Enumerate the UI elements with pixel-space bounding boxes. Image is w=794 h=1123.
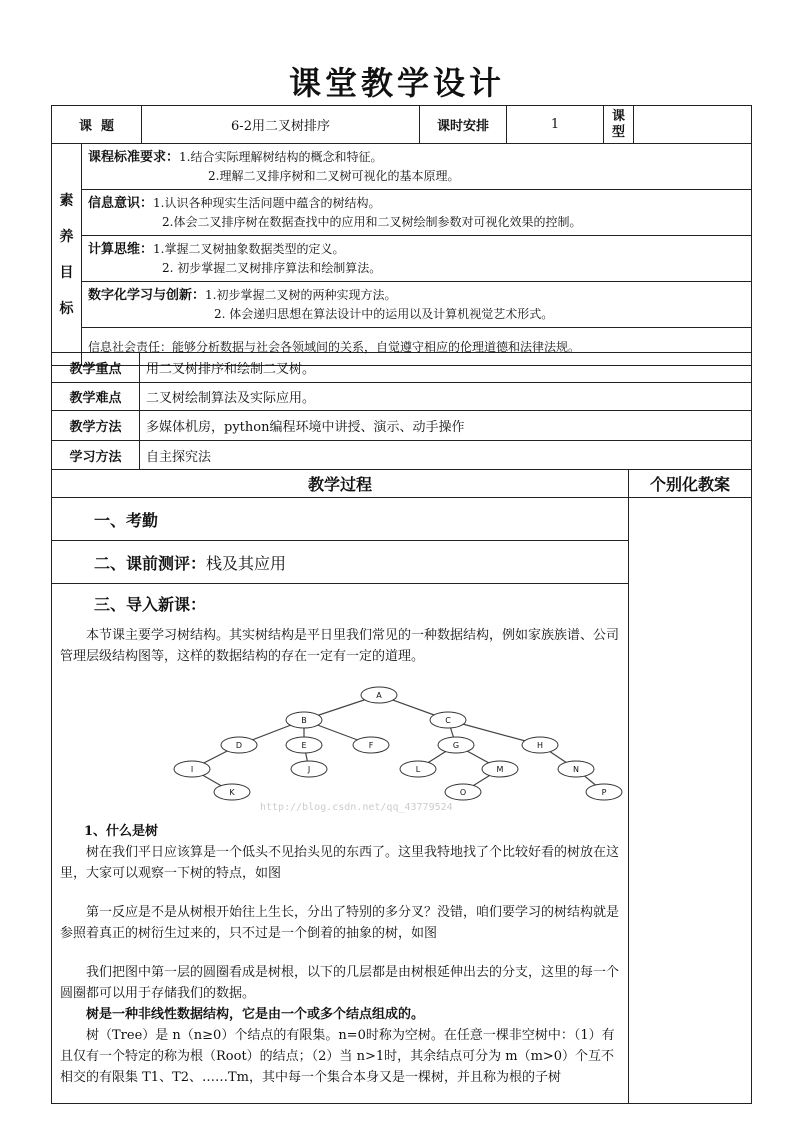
side-char: 目 xyxy=(59,264,74,281)
section-intro: 三、导入新课： xyxy=(94,595,207,614)
row-value: 自主探究法 xyxy=(140,441,752,470)
tree-node-label: G xyxy=(452,741,460,750)
tree-node-label: I xyxy=(190,765,194,774)
standards-item: 1.结合实际理解树结构的概念和特征。 xyxy=(179,150,383,164)
paragraph: 树（Tree）是 n（n≥0）个结点的有限集。n=0时称为空树。在任意一棵非空树中：（1）有且仅有一个特定的称为根（Root）的结点；（2）当 n>1时，其余结点可分为 m（m>0）个互不相交的有限集 T1、T2、……Tm，其中每一个集合本身又是一棵树，并且称为根的子树 xyxy=(60,1028,615,1085)
topic-value: 6-2用二叉树排序 xyxy=(142,106,420,144)
standards-label: 课程标准要求： xyxy=(88,150,180,165)
row-label: 教学重点 xyxy=(52,353,140,383)
pretest-label: 二、课前测评： xyxy=(94,553,207,573)
tree-node-label: P xyxy=(601,788,607,797)
row-label: 学习方法 xyxy=(52,441,140,470)
tree-node-label: K xyxy=(229,788,235,797)
info-item: 2.体会二叉排序树在数据查找中的应用和二叉树绘制参数对可视化效果的控制。 xyxy=(162,215,582,229)
tree-node-label: H xyxy=(536,741,544,750)
process-header: 教学过程 xyxy=(52,470,629,498)
tree-node-label: N xyxy=(573,765,579,774)
calc-item: 2. 初步掌握二叉树排序算法和绘制算法。 xyxy=(162,261,382,275)
intro-paragraph: 本节课主要学习树结构。其实树结构是平日里我们常见的一种数据结构，例如家族族谱、公司管理层级结构图等，这样的数据结构的存在一定有一定的道理。 xyxy=(60,628,620,664)
row-value: 用二叉树排序和绘制二叉树。 xyxy=(140,353,752,383)
paragraph: 树在我们平日应该算是一个低头不见抬头见的东西了。这里我特地找了个比较好看的树放在这里，大家可以观察一下树的特点，如图 xyxy=(60,845,620,881)
side-char: 养 xyxy=(59,228,74,245)
definition-bold: 树是一种非线性数据结构，它是由一个或多个结点组成的。 xyxy=(86,1007,425,1022)
section-pretest xyxy=(52,541,629,584)
process-table xyxy=(51,469,752,1104)
calc-item: 1.掌握二叉树抽象数据类型的定义。 xyxy=(153,242,345,256)
tree-node-label: A xyxy=(376,691,382,700)
social-cell: 信息社会责任：能够分析数据与社会各领域间的关系，自觉遵守相应的伦理道德和法律法规。 xyxy=(82,328,752,366)
tree-node-label: J xyxy=(307,765,311,774)
literacy-table xyxy=(51,143,752,366)
info-cell xyxy=(82,190,752,236)
tree-node-label: E xyxy=(301,741,307,750)
side-notes xyxy=(629,498,752,1104)
calc-cell xyxy=(82,236,752,282)
pretest-topic: 栈及其应用 xyxy=(206,553,287,573)
type-label: 课 型 xyxy=(604,106,634,144)
type-value xyxy=(634,106,752,144)
tree-node-label: C xyxy=(445,716,451,725)
subheading-what-is-tree: 1、什么是树 xyxy=(84,824,159,839)
hours-label: 课时安排 xyxy=(420,106,507,144)
digital-item: 1.初步掌握二叉树的两种实现方法。 xyxy=(205,288,397,302)
calc-label: 计算思维： xyxy=(88,242,154,257)
info-label: 信息意识： xyxy=(88,196,154,211)
row-label: 教学方法 xyxy=(52,411,140,441)
row-label: 教学难点 xyxy=(52,383,140,411)
watermark: http://blog.csdn.net/qq_43779524 xyxy=(260,802,453,813)
tree-diagram xyxy=(106,683,607,813)
hours-value: 1 xyxy=(507,106,604,144)
section-attendance: 一、考勤 xyxy=(52,498,629,541)
lesson-body xyxy=(52,584,629,1104)
digital-item: 2. 体会递归思想在算法设计中的运用以及计算机视觉艺术形式。 xyxy=(214,307,554,321)
standards-cell xyxy=(82,144,752,190)
info-table xyxy=(51,105,752,144)
info-item: 1.认识各种现实生活问题中蕴含的树结构。 xyxy=(153,196,381,210)
tree-node-label: F xyxy=(368,741,374,750)
tree-node-label: L xyxy=(415,765,421,774)
topic-label: 课 题 xyxy=(52,106,142,144)
row-value: 多媒体机房，python编程环境中讲授、演示、动手操作 xyxy=(140,411,752,441)
side-char: 标 xyxy=(59,300,74,317)
tree-node-label: B xyxy=(301,716,307,725)
tree-node-label: M xyxy=(496,765,504,774)
digital-label: 数字化学习与创新： xyxy=(88,288,206,303)
tree-node-label: O xyxy=(459,788,467,797)
method-table xyxy=(51,352,752,470)
page-title: 课堂教学设计 xyxy=(288,64,505,102)
row-value: 二叉树绘制算法及实际应用。 xyxy=(140,383,752,411)
digital-cell xyxy=(82,282,752,328)
side-header: 个别化教案 xyxy=(629,470,752,498)
paragraph: 我们把图中第一层的圆圈看成是树根，以下的几层都是由树根延伸出去的分支，这里的每一个圆圈都可以用于存储我们的数据。 xyxy=(60,965,620,1001)
tree-node-label: D xyxy=(235,741,243,750)
side-char: 素 xyxy=(59,192,74,209)
literacy-side-label xyxy=(52,144,82,366)
standards-item: 2.理解二叉排序树和二叉树可视化的基本原理。 xyxy=(208,169,460,183)
paragraph: 第一反应是不是从树根开始往上生长，分出了特别的多分叉？没错，咱们要学习的树结构就是参照着真正的树衍生过来的，只不过是一个倒着的抽象的树，如图 xyxy=(60,905,620,941)
